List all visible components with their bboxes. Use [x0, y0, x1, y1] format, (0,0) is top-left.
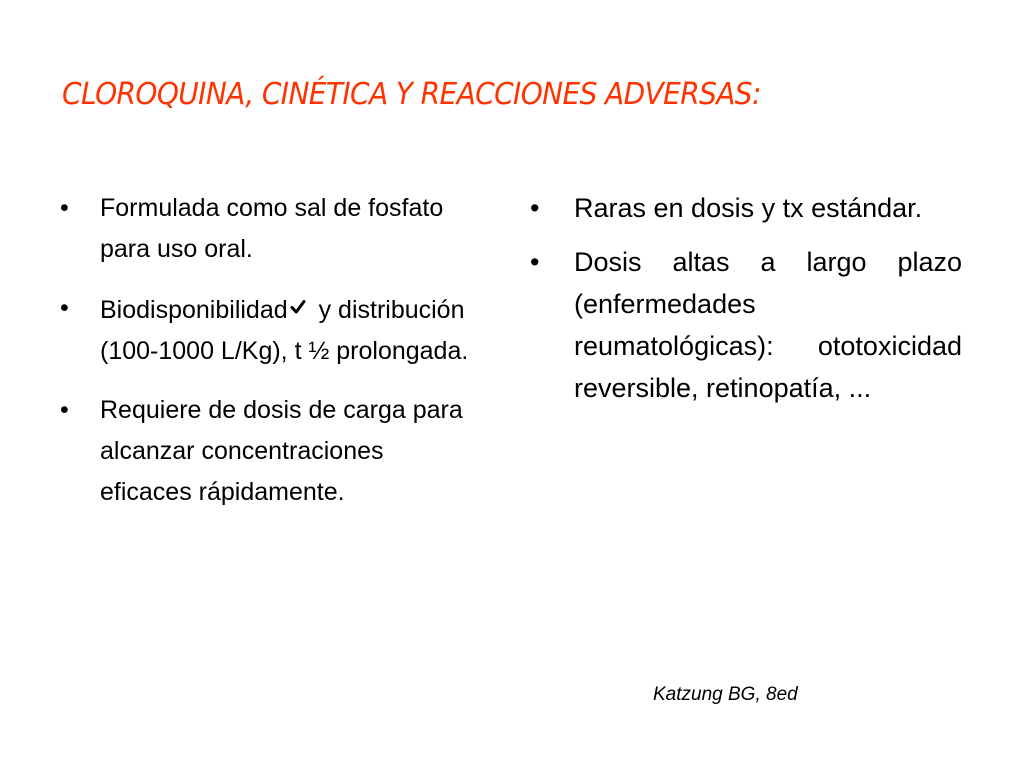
bullet-icon: • — [60, 396, 69, 424]
bullet-text: Formulada como sal de fosfato para uso oral. — [100, 194, 444, 263]
bullet-text: Dosis altas a largo plazo (enfermedades reumatológicas): ototoxicidad reversible, retinopatía, ... — [574, 247, 962, 403]
bullet-text: Raras en dosis y tx estándar. — [574, 193, 923, 223]
bullet-icon: • — [530, 247, 540, 277]
bullet-text-before-icon: Biodisponibilidad — [100, 296, 288, 324]
citation-reference: Katzung BG, 8ed — [653, 684, 798, 705]
list-item — [56, 288, 476, 372]
list-item — [530, 187, 962, 229]
bullet-text: Requiere de dosis de carga para alcanzar concentraciones eficaces rápidamente. — [100, 396, 463, 506]
bullet-icon: • — [530, 193, 540, 223]
bullet-icon: • — [60, 294, 69, 322]
bullet-text-after-icon: y distribución (100-1000 L/Kg), t ½ prolongada. — [100, 296, 469, 365]
list-item — [56, 188, 476, 270]
check-icon — [290, 288, 306, 306]
bullet-icon: • — [60, 194, 69, 222]
right-bullet-list — [530, 187, 962, 421]
list-item — [56, 390, 476, 513]
left-bullet-list — [56, 188, 476, 531]
list-item — [530, 241, 962, 409]
slide-title: CLOROQUINA, CINÉTICA Y REACCIONES ADVERSAS: — [62, 76, 761, 112]
